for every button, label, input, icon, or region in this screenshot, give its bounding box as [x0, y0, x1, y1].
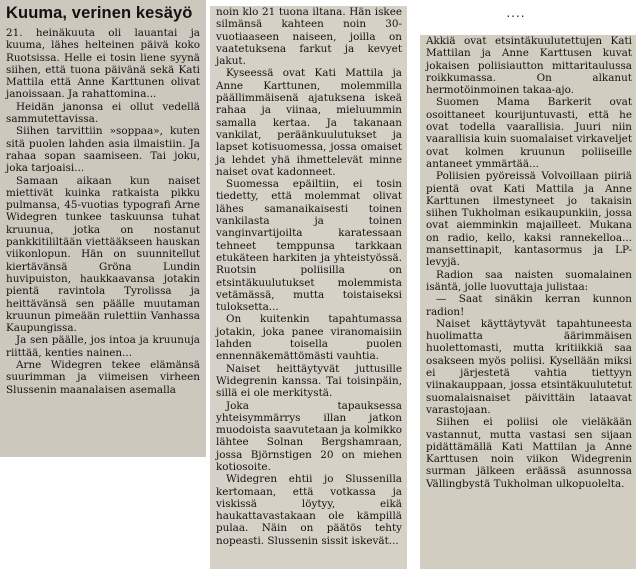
paragraph: Suomessa epäiltiin, ei tosin tiedetty, että molemmat olivat lähes samanaikaisesti toinen vankilasta ja toinen vanginvartijoilta karatessaan tehneet temppunsa tarkkaan etukäteen harkiten ja yhteistyössä. Ruotsin poliisilla on etsintäkuulutukset molemmista vetämässä, mutta toistaiseksi tuloksetta...	[216, 178, 402, 314]
paragraph: Arne Widegren tekee elämänsä suurimman ja viimeisen virheen Slussenin maanalaisen asemalla	[6, 359, 200, 396]
paragraph: Widegren ehtii jo Slussenilla kertomaan, että votkassa ja viskissä löytyy, eikä haukattavastakaan ole kämpillä pulaa. Näin on päätös tehty nopeasti. Slussenin sissit iskevät...	[216, 473, 402, 547]
paragraph: Radion saa naisten suomalainen isäntä, jolle luovuttaja julistaa:	[426, 268, 632, 293]
paragraph: Suomen Mama Barkerit ovat osoittaneet kourijuntuvasti, että he ovat todella vaarallisia. Juuri niin vaarallisia kuin suomalaiset virkaveljet ovat kolmen kruunun poliiseille antaneet ymmärtää...	[426, 96, 632, 170]
paragraph: Kyseessä ovat Kati Mattila ja Anne Karttunen, molemmilla päällimmäisenä ajatuksena iskeä rahaa ja viinaa, mieluummin samalla kertaa. Ja takanaan vankilat, peräänkuulutukset ja lapset kotisuomessa, jossa omaiset ja lehdet yhä ihmettelevät minne naiset ovat kadonneet.	[216, 67, 402, 178]
paragraph: Naiset käyttäytyvät tapahtuneesta huolimatta äärimmäisen huolettomasti, mutta kritiikkiä saa osakseen myös poliisi. Kysellään miksi ei järjestetä vahtia tiettyyn viinakauppaan, jossa etsintäkuulutetut suomalaisnaiset päivittäin lataavat varastojaan.	[426, 317, 632, 416]
paragraph: Poliisien pyöreissä Volvoillaan piiriä pientä ovat Kati Mattila ja Anne Karttunen ilmestyneet jo takaisin siihen Tukholman esikaupunkiin, jossa ovat aiemminkin majailleet. Mukana on radio, kello, kaksi rannekelloa... mansettinapit, kantasormus ja LP-levyjä.	[426, 170, 632, 269]
paragraph: On kuitenkin tapahtumassa jotakin, joka panee viranomaisiin lahden toisella puolen ennennäkemättömästi vauhtia.	[216, 313, 402, 363]
header-dots: ....	[506, 6, 526, 20]
paragraph: Akkiä ovat etsintäkuulutettujen Kati Mattilan ja Anne Karttusen kuvat jokaisen poliisiautton mittaritaulussa roikkumassa. On alkanut hermotöinmoinen takaa-ajo.	[426, 35, 632, 97]
paragraph: Siihen tarvittiin »soppaa», kuten sitä puolen lahden asia ilmaistiin. Ja rahaa sopan saamiseen. Tai joku, joka tarjoaisi...	[6, 125, 200, 175]
article-column-1	[0, 0, 206, 457]
paragraph: Samaan aikaan kun naiset miettivät kuinka ratkaista pikku pulmansa, 45-vuotias typografi Arne Widegren tunkee taskuunsa tuhat kruunua, jotka on nostanut pankkitililtään viettääkseen hauskan viikonlopun. Hän on suunnitellut kiertävänsä Gröna Lundin huvipuiston, haukkaavansa jotakin pientä ravintola Tyrolissa ja heittävänsä sen päälle muutaman kruunun pimeään rulettiin Vanhassa Kaupungissa.	[6, 174, 200, 335]
paragraph: Siihen ei poliisi ole vieläkään vastannut, mutta vastasi sen sijaan pidättämällä Kati Mattilan ja Anne Karttusen noin viikon Widegrenin surman jälkeen eräässä asunnossa Vällingbystä Tukholman ulkopuolelta.	[426, 416, 632, 490]
paragraph: Heidän janonsa ei ollut vedellä sammutettavissa.	[6, 100, 200, 126]
article-column-2	[210, 6, 407, 569]
article-column-3	[420, 35, 636, 569]
paragraph: 21. heinäkuuta oli lauantai ja kuuma, lähes helteinen päivä koko Ruotsissa. Helle ei tosin liene syynä siihen, että tuona päivänä sekä Kati Mattila että Anne Karttunen olivat janoissaan. Ja rahattomina...	[6, 27, 200, 101]
paragraph: noin klo 21 tuona iltana. Hän iskee silmänsä kahteen noin 30-vuotiaaseen naiseen, joilla on vaatetuksena farkut ja kevyet jakut.	[216, 6, 402, 68]
paragraph: Naiset heittäytyvät juttusille Widegrenin kanssa. Tai toisinpäin, sillä ei ole merkitystä.	[216, 362, 402, 400]
paragraph: Joka tapauksessa yhteisymmärrys illan jatkon muodoista saavutetaan ja kolmikko lähtee Solnan Bergshamraan, jossa Björnstigen 20 on miehen kotiosoite.	[216, 399, 402, 473]
paragraph: — Saat sinäkin kerran kunnon radion!	[426, 293, 632, 318]
paragraph: Ja sen päälle, jos intoa ja kruunuja riittää, kenties nainen...	[6, 334, 200, 359]
article-headline: Kuuma, verinen kesäyö	[6, 4, 193, 22]
